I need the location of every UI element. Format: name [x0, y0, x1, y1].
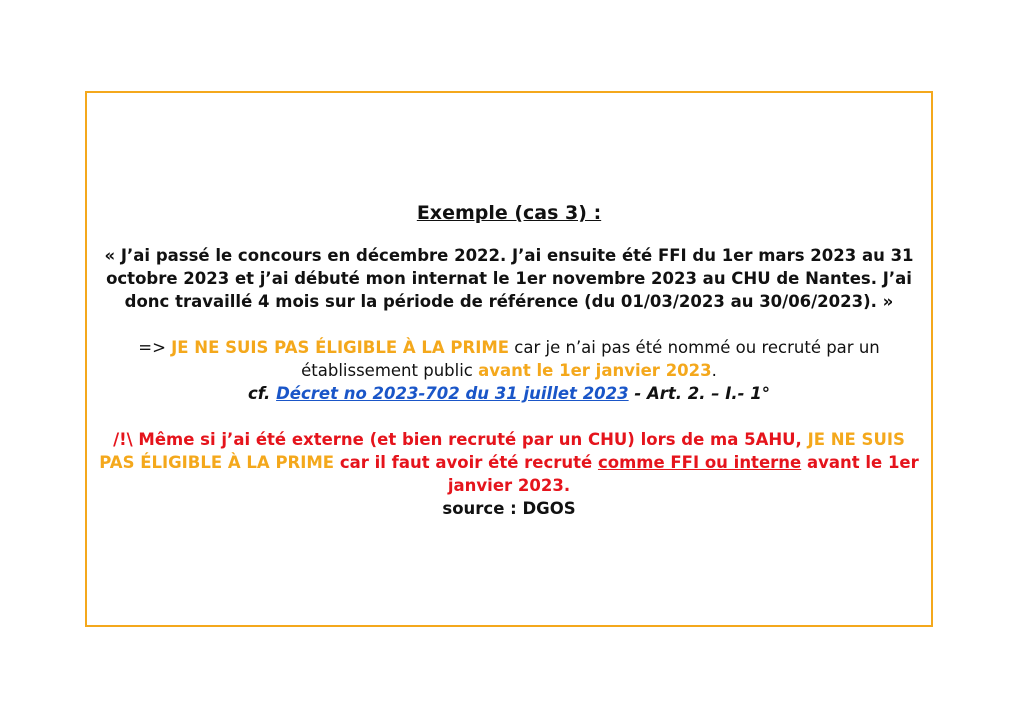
- example-frame: [85, 91, 933, 627]
- reference-suffix: - Art. 2. – I.- 1°: [628, 384, 770, 403]
- warning-not-eligible: JE NE SUIS PAS ÉLIGIBLE À LA PRIME: [99, 430, 905, 472]
- reference-line: [87, 382, 931, 405]
- warning-underlined: comme FFI ou interne: [597, 453, 802, 472]
- warning-paragraph: [87, 428, 931, 497]
- warning-text-1: /!\ Même si j’ai été externe (et bien recruté par un CHU) lors de ma 5AHU,: [113, 430, 808, 449]
- decree-link[interactable]: Décret no 2023-702 du 31 juillet 2023: [276, 384, 629, 403]
- example-title: Exemple (cas 3) :: [416, 202, 602, 224]
- deadline-highlight: avant le 1er janvier 2023: [478, 361, 712, 380]
- warning-text-2: car il faut avoir été recruté: [334, 453, 598, 472]
- conclusion-period: .: [711, 361, 717, 380]
- not-eligible-label: JE NE SUIS PAS ÉLIGIBLE À LA PRIME: [171, 338, 510, 357]
- example-content: [87, 202, 931, 520]
- conclusion-paragraph: [87, 336, 931, 382]
- testimony-quote: « J’ai passé le concours en décembre 2022. J’ai ensuite été FFI du 1er mars 2023 au 31 octobre 2023 et j’ai débuté mon internat le 1er novembre 2023 au CHU de Nantes. J’ai donc travaillé 4 mois sur la période de référence (du 01/03/2023 au 30/06/2023). »: [104, 246, 914, 311]
- reference-prefix: cf.: [248, 384, 277, 403]
- warning-text-3: avant le 1er janvier 2023.: [447, 453, 919, 495]
- conclusion-reason: car je n’ai pas été nommé ou recruté par un établissement public: [301, 338, 880, 380]
- conclusion-arrow: =>: [138, 338, 172, 357]
- source-line: source : DGOS: [442, 499, 576, 518]
